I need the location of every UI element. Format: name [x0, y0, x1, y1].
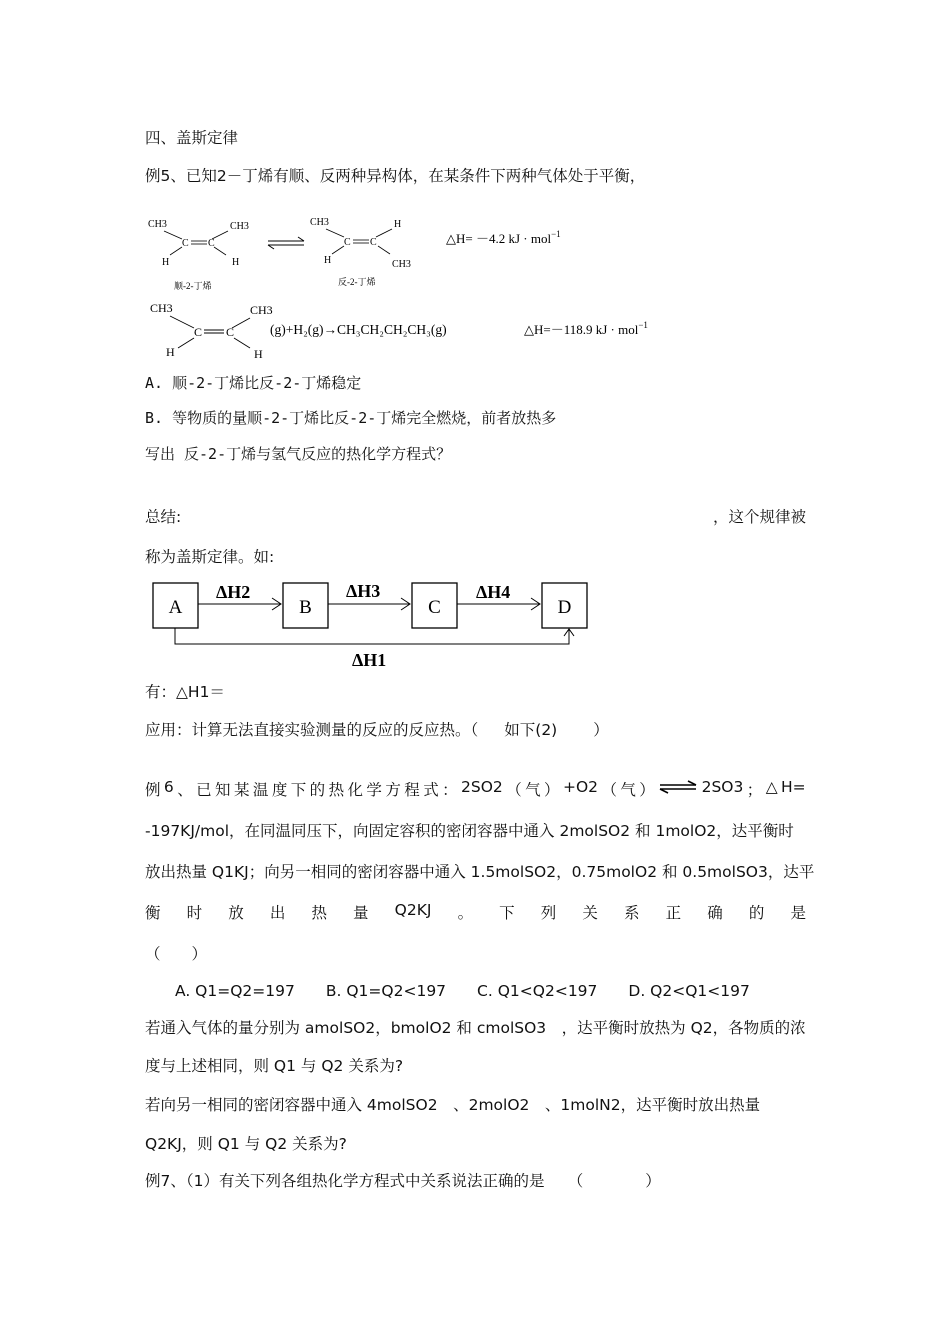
option-b: B. 等物质的量顺-2-丁烯比反-2-丁烯完全燃烧，前者放热多 [145, 409, 557, 427]
example6-blank: （ ） [145, 945, 208, 963]
hess-law-diagram [150, 576, 600, 672]
svg-text:ΔH3: ΔH3 [346, 581, 381, 601]
summary-tail: ，这个规律被 [712, 508, 806, 526]
cis-h-left: H [162, 257, 170, 268]
has-line: 有：△H1＝ [145, 683, 225, 701]
application-close: ） [593, 721, 609, 739]
h2-h-right: H [254, 347, 263, 361]
isomer-equilibrium-diagram [140, 205, 620, 295]
arrow-dh2 [198, 582, 281, 610]
e6-w1: 例 [145, 781, 161, 799]
svg-text:ΔH1: ΔH1 [352, 650, 387, 670]
arrow-dh4 [457, 582, 540, 610]
reversible-arrow-icon [658, 780, 698, 794]
example6-q1b: 度与上述相同，则 Q1 与 Q2 关系为? [145, 1057, 404, 1075]
example6-q2a: 若向另一相同的密闭容器中通入 4molSO2 、2molO2 、1molN2，达平衡时放出热量 [145, 1096, 761, 1114]
hydrogenation-diagram [140, 296, 720, 366]
trans-c2: C [370, 237, 377, 248]
h2-c2: C [226, 325, 235, 339]
summary-line-2: 称为盖斯定律。如: [145, 548, 275, 566]
example6-options: A. Q1=Q2=197 B. Q1=Q2<197 C. Q1<Q2<197 D. Q2<Q1<197 [175, 982, 750, 1000]
cis-c1: C [182, 238, 189, 249]
cis-c2: C [208, 238, 215, 249]
example6-q1a: 若通入气体的量分别为 amolSO2，bmolO2 和 cmolSO3 ，达平衡时放热为 Q2，各物质的浓 [145, 1019, 806, 1037]
equilibrium-arrow-icon [268, 237, 304, 249]
example6-line-3: 放出热量 Q1KJ；向另一相同的密闭容器中通入 1.5molSO2，0.75molO2 和 0.5molSO3，达平 [145, 863, 815, 881]
h2-h-left: H [166, 345, 175, 359]
cis-ch3-right: CH3 [230, 221, 249, 232]
example5-question: 写出 反-2-丁烯与氢气反应的热化学方程式？ [145, 445, 452, 463]
application-line [145, 718, 609, 740]
h2-ch3-left: CH3 [150, 301, 173, 315]
svg-text:B: B [299, 597, 312, 618]
trans-c1: C [344, 237, 351, 248]
hydrogenation-equation: (g)+H₂(g)→CH₃CH₂CH₂CH₃(g) [270, 322, 447, 337]
arrow-dh1 [175, 628, 574, 670]
example6-line-4: 衡 时 放 出 热 量 Q2KJ 。 下 列 关 系 正 确 的 是 [145, 901, 806, 922]
box-a [153, 583, 198, 628]
trans-butene-structure [310, 217, 411, 287]
h2-c1: C [194, 325, 203, 339]
example5-intro: 例5、已知2－丁烯有顺、反两种异构体，在某条件下两种气体处于平衡， [145, 167, 646, 185]
example6-q2b: Q2KJ，则 Q1 与 Q2 关系为? [145, 1135, 347, 1153]
application-text: 应用：计算无法直接实验测量的反应的反应热。（ [145, 721, 479, 739]
cis-label: 顺-2-丁烯 [174, 281, 212, 291]
svg-text:ΔH4: ΔH4 [476, 582, 511, 602]
delta-h-2: △H=－118.9 kJ · mol$^{-1}$ [524, 320, 648, 337]
option-a: A. 顺-2-丁烯比反-2-丁烯稳定 [145, 374, 362, 392]
section-title: 四、盖斯定律 [145, 129, 239, 147]
svg-text:A: A [168, 597, 183, 618]
box-b [283, 583, 328, 628]
trans-label: 反-2-丁烯 [338, 277, 376, 287]
application-ref: 如下(2) [504, 721, 558, 739]
cis-butene-structure [148, 219, 249, 291]
svg-text:ΔH2: ΔH2 [216, 582, 251, 602]
trans-h-left: H [324, 255, 332, 266]
example7-line: 例7、（1）有关下列各组热化学方程式中关系说法正确的是 （ ） [145, 1172, 661, 1190]
cis-h-right: H [232, 257, 240, 268]
svg-text:D: D [557, 597, 572, 618]
example6-line-1: 例 6 、 已 知 某 温 度 下 的 热 化 学 方 程 式 ： 2SO2 （ 气 ） +O2 （ 气 ） 2SO3 ； △ H= [145, 778, 806, 799]
example6-line-2: -197KJ/mol，在同温同压下，向固定容积的密闭容器中通入 2molSO2 和 1molO2，达平衡时 [145, 822, 794, 840]
box-d [542, 583, 587, 628]
trans-ch3-right: CH3 [392, 259, 411, 270]
summary-label: 总结: [145, 508, 182, 526]
cis-ch3-left: CH3 [148, 219, 167, 230]
delta-h-1: △H= －4.2 kJ · mol$^{-1}$ [446, 229, 561, 246]
summary-line [145, 505, 806, 527]
svg-text:C: C [428, 597, 441, 618]
trans-h-right: H [394, 219, 402, 230]
trans-ch3-left: CH3 [310, 217, 329, 228]
h2-ch3-right: CH3 [250, 303, 273, 317]
box-c [412, 583, 457, 628]
arrow-dh3 [328, 581, 410, 610]
